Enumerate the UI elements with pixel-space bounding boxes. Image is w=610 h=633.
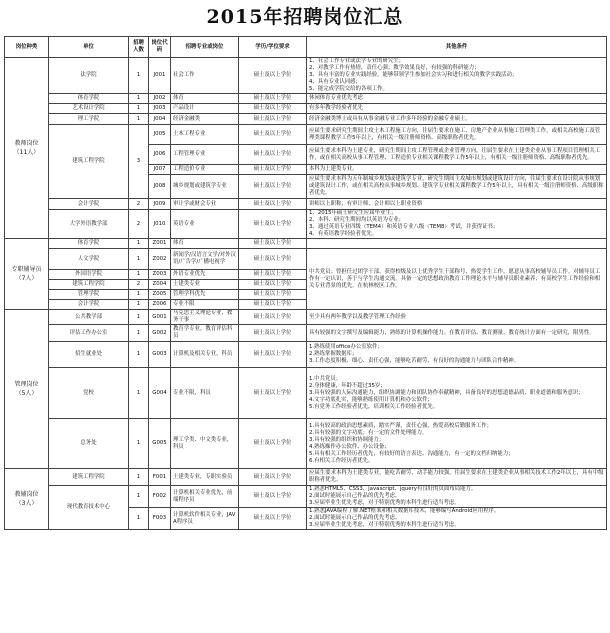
conditions-cell: 经济金融类博士或具有从事金融专业工作多年经验的金融专业硕士。 bbox=[307, 114, 607, 125]
major-cell: 社会工作 bbox=[171, 58, 239, 94]
education-cell: 硕士及以上学位 bbox=[239, 270, 307, 280]
table-row bbox=[5, 58, 607, 94]
category-count: （7人） bbox=[15, 275, 38, 282]
code-cell: F001 bbox=[149, 469, 171, 486]
conditions-cell: 至少具有两年教学以及教学管理工作经验 bbox=[307, 310, 607, 325]
code-cell: Z002 bbox=[149, 249, 171, 270]
count-cell: 1 bbox=[129, 486, 149, 508]
table-row bbox=[5, 104, 607, 114]
unit-cell: 建筑工程学院 bbox=[49, 280, 129, 290]
code-cell: G002 bbox=[149, 325, 171, 342]
conditions-cell: 讲师以上职称，有审计师、会计师以上职业资格 bbox=[307, 199, 607, 210]
category-name: 教辅岗位 bbox=[14, 491, 39, 498]
education-cell: 硕士及以上学位 bbox=[239, 94, 307, 104]
table-row bbox=[5, 310, 607, 325]
unit-cell: 体育学院 bbox=[49, 94, 129, 104]
category-cell bbox=[5, 310, 49, 469]
unit-cell: 法学院 bbox=[49, 58, 129, 94]
major-cell: 体育 bbox=[171, 94, 239, 104]
unit-cell: 会计学院 bbox=[49, 199, 129, 210]
conditions-cell: 1.熟练使用office办公室软件； 2.熟练掌握数据库； 3.工作态度积极、细心、责任心强，能够吃苦耐劳，有良好的沟通能力与团队合作精神。 bbox=[307, 342, 607, 368]
category-name: 专职辅导员 bbox=[11, 266, 42, 273]
header-category: 岗位种类 bbox=[5, 37, 49, 58]
conditions-cell: 1、2015年硕士研究生应届毕业生； 2、本科、研究生期间均以英语为专业； 3、通过英语专业四级（TEM4）和英语专业八级（TEM8）考试，并获得证书； 4、有英语教学经验者优先。 bbox=[307, 210, 607, 239]
education-cell: 硕士及以上学位 bbox=[239, 300, 307, 310]
category-name: 教师岗位 bbox=[14, 140, 39, 147]
count-cell: 1 bbox=[129, 469, 149, 486]
unit-cell: 体育学院 bbox=[49, 239, 129, 249]
code-cell: F002 bbox=[149, 486, 171, 508]
major-cell: 城乡规划或建筑学专业 bbox=[171, 175, 239, 199]
count-cell: 1 bbox=[129, 114, 149, 125]
unit-cell: 人文学院 bbox=[49, 249, 129, 270]
count-cell: 3 bbox=[129, 125, 149, 199]
code-cell: J005 bbox=[149, 125, 171, 145]
table-row bbox=[5, 469, 607, 486]
education-cell: 硕士及以上学位 bbox=[239, 125, 307, 145]
education-cell: 硕士及以上学位 bbox=[239, 239, 307, 249]
code-cell: Z003 bbox=[149, 270, 171, 280]
major-cell: 专业不限，科员 bbox=[171, 368, 239, 419]
education-cell: 硕士及以上学位 bbox=[239, 280, 307, 290]
header-conditions: 其他条件 bbox=[307, 37, 607, 58]
major-cell: 专业不限 bbox=[171, 300, 239, 310]
code-cell: Z005 bbox=[149, 290, 171, 300]
code-cell: G003 bbox=[149, 342, 171, 368]
major-cell: 土建类专业，专职实验员 bbox=[171, 469, 239, 486]
conditions-cell: 1、社会工作专业或法学专业的研究生； 2、对教学工作有热情，责任心强；教学效果良好，有较强的科研能力； 3、具有丰富的专业实践经验，能够带领学生参加社会实习和进行相关的教学实践活动； 4、具有专业认同感； 5、能完成学院交给的各项工作。 bbox=[307, 58, 607, 94]
count-cell: 1 bbox=[129, 270, 149, 280]
education-cell: 硕士及以上学位 bbox=[239, 175, 307, 199]
unit-cell: 建筑工程学院 bbox=[49, 125, 129, 199]
page-title: 2015年招聘岗位汇总 bbox=[206, 6, 404, 28]
education-cell: 硕士及以上学位 bbox=[239, 469, 307, 486]
count-cell: 1 bbox=[129, 508, 149, 530]
conditions-cell: 应届生要求本科为土建专业，研究生期间主攻工程管理或企业管理方向，往届生要求在土建类企业从事工程项目管理相关工作，或在相关高校从事工程管理、工程造价专业相关课程教学工作5年以上，有相关一级注册师资格、高级职称者优先。 bbox=[307, 145, 607, 165]
code-cell: J006 bbox=[149, 145, 171, 165]
code-cell: Z004 bbox=[149, 280, 171, 290]
conditions-cell: 应届生要求研究生期间主攻土木工程施工方向，往届生要求在施工、房地产企业从事施工管理类工作，或相关高校施工及管理类课程教学工作5年以上，有相关一级注册师资格、高级职称者优先。 bbox=[307, 125, 607, 145]
code-cell: G005 bbox=[149, 419, 171, 469]
table-row bbox=[5, 342, 607, 368]
major-cell: 体育 bbox=[171, 239, 239, 249]
major-cell: 计算机软件相关专业，JAVA程序员 bbox=[171, 508, 239, 530]
count-cell: 1 bbox=[129, 249, 149, 270]
major-cell: 工程管理专业 bbox=[171, 145, 239, 165]
count-cell: 2 bbox=[129, 210, 149, 239]
header-unit: 单位 bbox=[49, 37, 129, 58]
unit-cell: 艺术设计学院 bbox=[49, 104, 129, 114]
major-cell: 工程造价专业 bbox=[171, 165, 239, 175]
code-cell: Z001 bbox=[149, 239, 171, 249]
table-row bbox=[5, 249, 607, 270]
count-cell: 1 bbox=[129, 239, 149, 249]
major-cell: 土木工程专业 bbox=[171, 125, 239, 145]
conditions-cell: 应届生要求本科为五年制城乡规划或建筑学专业，研究生期间主攻城市规划或建筑设计方向，往届生要求在设计院从事规划或建筑设计工作，或在相关高校从事城乡规划、建筑学专业相关课程教学工作5年以上，具有相关一级注册师资格、高级职称者优先。 bbox=[307, 175, 607, 199]
major-cell: 产品设计 bbox=[171, 104, 239, 114]
count-cell: 1 bbox=[129, 290, 149, 300]
unit-cell: 党校 bbox=[49, 368, 129, 419]
table-row bbox=[5, 368, 607, 419]
conditions-cell: 本科为土建类专业。 bbox=[307, 165, 607, 175]
education-cell: 硕士及以上学位 bbox=[239, 199, 307, 210]
education-cell: 硕士及以上学位 bbox=[239, 368, 307, 419]
major-cell: 计算机及相关专业，科员 bbox=[171, 342, 239, 368]
code-cell: J009 bbox=[149, 199, 171, 210]
count-cell: 1 bbox=[129, 300, 149, 310]
count-cell: 1 bbox=[129, 419, 149, 469]
conditions-cell: 中共党员；曾担任过团学干部，获得校级及以上优秀学生干部称号，热爱学生工作，愿意从事高校辅导员工作。对辅导员工作有一定认识，善于与学生沟通交流，具备一定的思想政治教育工作理论水平与辅导员职业素养；有高校学生工作经验和相关专业背景的优先。在杭林校区工作。 bbox=[307, 249, 607, 310]
table-row bbox=[5, 114, 607, 125]
unit-cell: 总务处 bbox=[49, 419, 129, 469]
education-cell: 硕士及以上学位 bbox=[239, 486, 307, 508]
category-count: （11人） bbox=[13, 149, 40, 156]
major-cell: 马克思主义理论专业，教务干事 bbox=[171, 310, 239, 325]
education-cell: 硕士及以上学位 bbox=[239, 58, 307, 94]
education-cell: 硕士及以上学位 bbox=[239, 210, 307, 239]
table-row bbox=[5, 125, 607, 145]
code-cell: G004 bbox=[149, 368, 171, 419]
major-cell: 外语专业优先 bbox=[171, 270, 239, 280]
unit-cell: 会计学院 bbox=[49, 300, 129, 310]
education-cell: 硕士及以上学位 bbox=[239, 165, 307, 175]
code-cell: F003 bbox=[149, 508, 171, 530]
major-cell: 理工学类、中文类专业，科员 bbox=[171, 419, 239, 469]
unit-cell: 现代教育技术中心 bbox=[49, 486, 129, 530]
recruitment-table bbox=[4, 36, 607, 530]
category-cell bbox=[5, 239, 49, 310]
table-row bbox=[5, 239, 607, 249]
count-cell: 1 bbox=[129, 368, 149, 419]
unit-cell: 理工学院 bbox=[49, 114, 129, 125]
count-cell: 1 bbox=[129, 94, 149, 104]
table-row bbox=[5, 419, 607, 469]
unit-cell: 评估工作办公室 bbox=[49, 325, 129, 342]
major-cell: 新闻学/汉语言文学/对外汉语/广告学/广播电视学 bbox=[171, 249, 239, 270]
education-cell: 硕士及以上学位 bbox=[239, 145, 307, 165]
education-cell: 硕士及以上学位 bbox=[239, 249, 307, 270]
header-row bbox=[5, 37, 607, 58]
code-cell: J007 bbox=[149, 165, 171, 175]
education-cell: 硕士及以上学位 bbox=[239, 104, 307, 114]
education-cell: 硕士及以上学位 bbox=[239, 114, 307, 125]
unit-cell: 外国语学院 bbox=[49, 270, 129, 280]
count-cell: 1 bbox=[129, 310, 149, 325]
header-major: 招聘专业或岗位 bbox=[171, 37, 239, 58]
major-cell: 管理学科优先 bbox=[171, 290, 239, 300]
category-name: 管理岗位 bbox=[14, 381, 39, 388]
unit-cell: 招生就业处 bbox=[49, 342, 129, 368]
major-cell: 土建类专业 bbox=[171, 280, 239, 290]
major-cell: 教育学专业，教育评估科员 bbox=[171, 325, 239, 342]
category-cell bbox=[5, 469, 49, 530]
header-code: 岗位代码 bbox=[149, 37, 171, 58]
category-count: （5人） bbox=[15, 390, 38, 397]
education-cell: 硕士及以上学位 bbox=[239, 342, 307, 368]
table-row bbox=[5, 486, 607, 508]
code-cell: J004 bbox=[149, 114, 171, 125]
unit-cell: 公共教学部 bbox=[49, 310, 129, 325]
conditions-cell: 应届生要求本科为土建类专业，能吃苦耐劳，动手能力较强。往届生要求在土建类企业从事相关技术工作2年以上，具有中级职称者优先。 bbox=[307, 469, 607, 486]
count-cell: 1 bbox=[129, 58, 149, 94]
header-education: 学历/学位要求 bbox=[239, 37, 307, 58]
category-count: （3人） bbox=[15, 500, 38, 507]
education-cell: 硕士及以上学位 bbox=[239, 325, 307, 342]
major-cell: 计算机相关专业优先，前端程序员 bbox=[171, 486, 239, 508]
conditions-cell: 1.中共党员； 2.身体健康，年龄不超过35岁； 3.具有较强的人际沟通能力，组织协调能力和团队协作奉献精神，具备良好的思想道德品质、职业道德和服务意识； 4.文字功底扎实，能够熟练使用计算机和办公软件； 5.有党务工作经验者优先，培训相关工作经验者优先。 bbox=[307, 368, 607, 419]
conditions-cell: 休闲体育专业优先考虑 bbox=[307, 94, 607, 104]
count-cell: 2 bbox=[129, 199, 149, 210]
major-cell: 审计学或财会专业 bbox=[171, 199, 239, 210]
conditions-cell: 具有较强的文字撰写及编辑能力，熟练的计算机操作能力。在教育评估、教育测量、教育统计方面有一定研究，限男性。 bbox=[307, 325, 607, 342]
unit-cell: 管理学院 bbox=[49, 290, 129, 300]
education-cell: 硕士及以上学位 bbox=[239, 290, 307, 300]
conditions-cell: 1.熟悉JAVA编程了解.NET框架和相关数据库技术，能够编写Android应用程序。 2.面试时能展示自己作品的优先考虑。 3.应届毕业生优先考虑，对于特别优秀的本科生进行适当考虑。 bbox=[307, 508, 607, 530]
code-cell: G001 bbox=[149, 310, 171, 325]
count-cell: 1 bbox=[129, 342, 149, 368]
code-cell: J002 bbox=[149, 94, 171, 104]
table-row bbox=[5, 199, 607, 210]
count-cell: 2 bbox=[129, 280, 149, 290]
unit-cell: 大学外语教学部 bbox=[49, 210, 129, 239]
conditions-cell: 1.熟悉HTML5、CSS3、javascript、jquery有良好的页面布局能力。 2.面试时能展示自己作品的优先考虑。 3.应届毕业生优先考虑，对于特别优秀的本科生进行适当考虑。 bbox=[307, 486, 607, 508]
count-cell: 1 bbox=[129, 325, 149, 342]
table-row bbox=[5, 210, 607, 239]
code-cell: Z006 bbox=[149, 300, 171, 310]
code-cell: J003 bbox=[149, 104, 171, 114]
code-cell: J010 bbox=[149, 210, 171, 239]
conditions-cell: 1.具有较高的政治思想素质，踏实严谨，责任心强，热爱高校后勤服务工作； 2.具有较强的文字功底；有一定的文件处理能力。 3.具有较强的组织和协调能力； 4.熟练操作办公软件、办公设备； 5.具有相关工作经历者优先，有较好的语言表达、沟通能力，有一定的文档归纳能力； 6.有相关工作经历者优先。 bbox=[307, 419, 607, 469]
header-count: 招聘人数 bbox=[129, 37, 149, 58]
code-cell: J001 bbox=[149, 58, 171, 94]
unit-cell: 建筑工程学院 bbox=[49, 469, 129, 486]
code-cell: J008 bbox=[149, 175, 171, 199]
category-cell bbox=[5, 58, 49, 239]
table-row bbox=[5, 325, 607, 342]
conditions-cell: 有多年教学经验者优先 bbox=[307, 104, 607, 114]
major-cell: 经济金融类 bbox=[171, 114, 239, 125]
conditions-cell bbox=[307, 239, 607, 249]
education-cell: 硕士及以上学位 bbox=[239, 508, 307, 530]
count-cell: 1 bbox=[129, 104, 149, 114]
major-cell: 英语专业 bbox=[171, 210, 239, 239]
education-cell: 硕士及以上学位 bbox=[239, 419, 307, 469]
education-cell: 硕士及以上学位 bbox=[239, 310, 307, 325]
table-row bbox=[5, 94, 607, 104]
